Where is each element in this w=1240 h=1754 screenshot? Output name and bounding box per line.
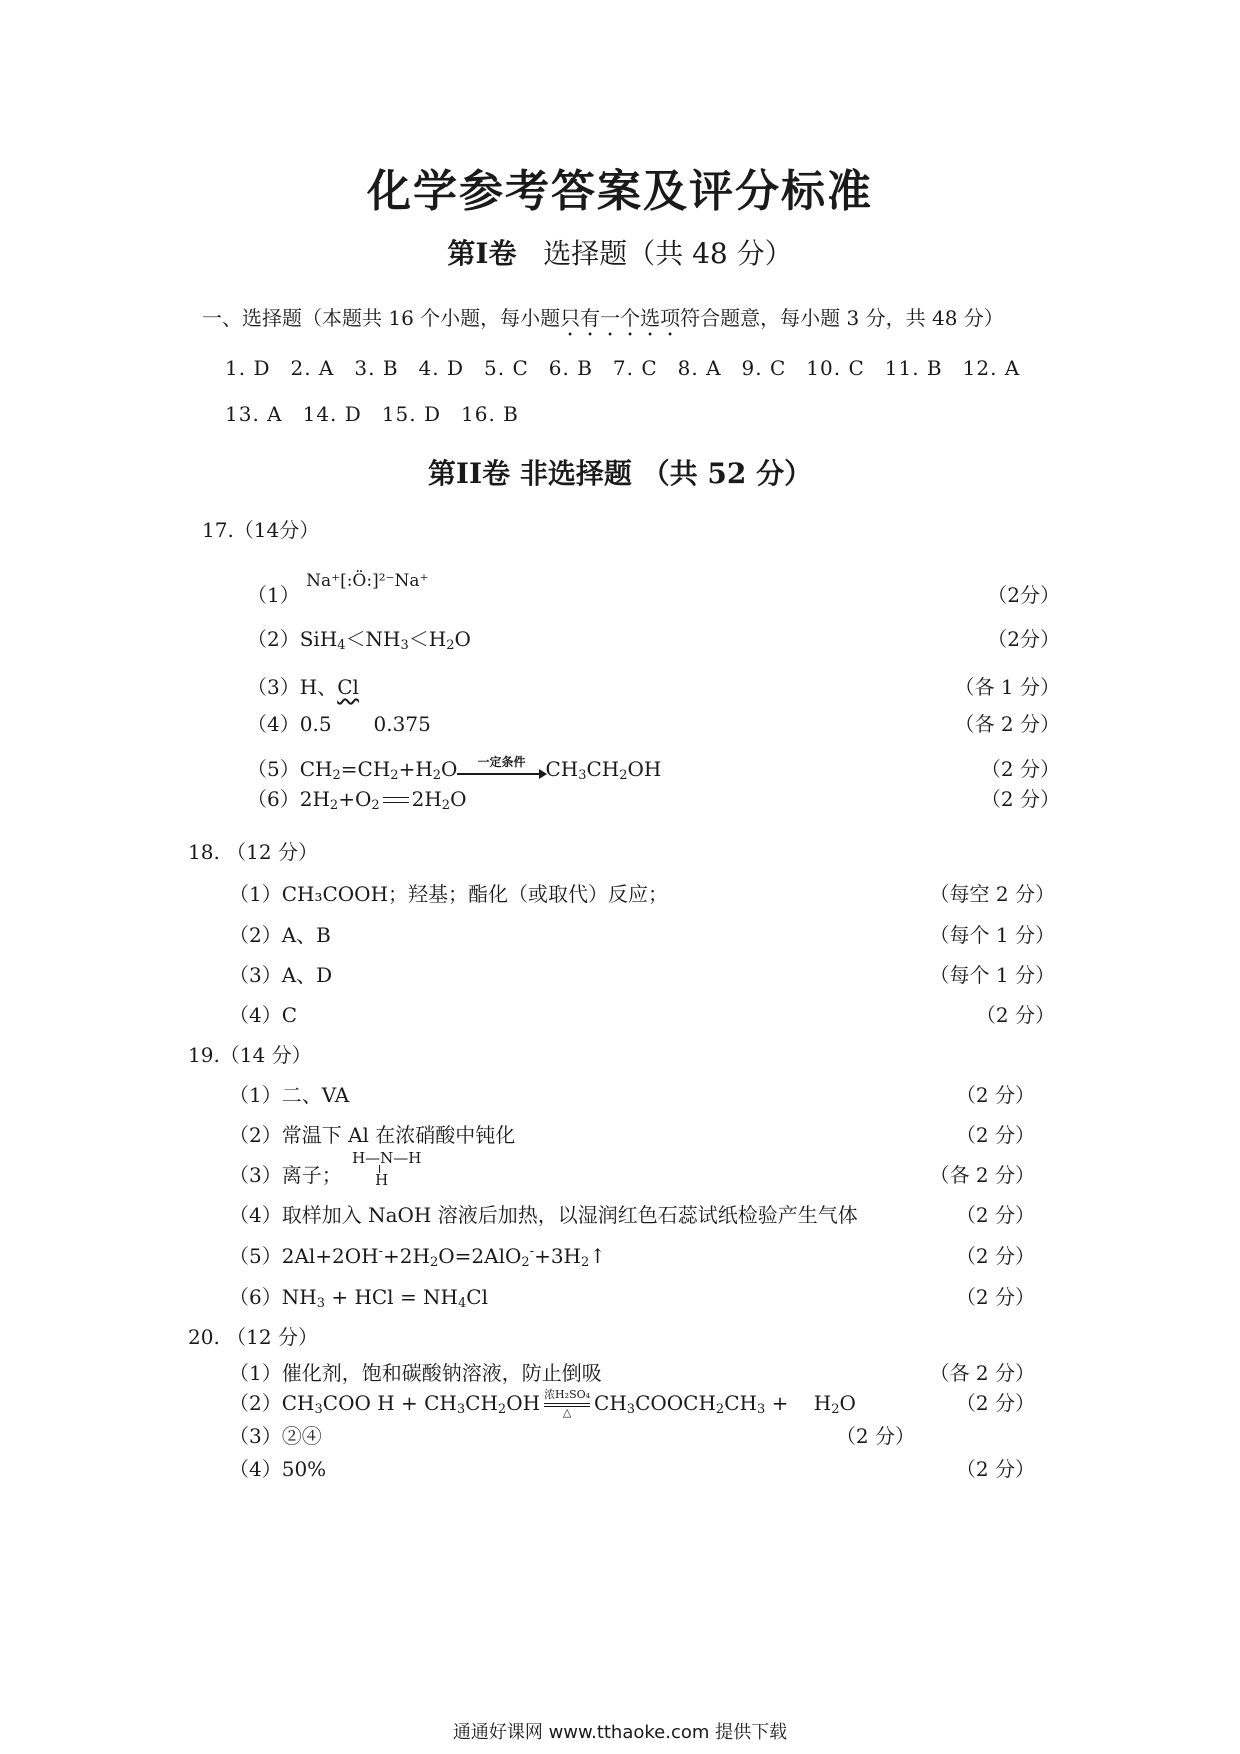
q18-3-score: （每个 1 分） — [929, 963, 1055, 987]
q17-4-number: （4） — [247, 712, 300, 736]
q17-item-5 — [247, 753, 661, 783]
nh3-structure-top: H—N—H — [352, 1149, 422, 1167]
q17-5-equation: $CH_2=CH_2+H_2O$ 一定条件 $CH_3CH_2OH$ — [299, 754, 662, 783]
q19-3-score: （各 2 分） — [929, 1163, 1035, 1187]
mc-answer: 11. B — [884, 356, 943, 380]
q19-item-3 — [229, 1149, 428, 1189]
q17-item-2 — [247, 623, 471, 653]
q20-2-number: （2） — [229, 1391, 282, 1415]
q17-6-equation: $2H_2+O_2$ $2H_2O$ — [299, 787, 467, 813]
q17-6-number: （6） — [247, 787, 300, 811]
q18-item-2: （2）A、B — [229, 923, 331, 947]
mc-answer: 3. B — [354, 356, 399, 380]
q17-2-score: （2分） — [987, 627, 1060, 651]
mc-answer: 6. B — [548, 356, 593, 380]
q20-3-score: （2 分） — [835, 1424, 915, 1448]
q19-1-score: （2 分） — [955, 1083, 1035, 1107]
section-intro — [202, 302, 1004, 341]
q17-6-score: （2 分） — [980, 787, 1060, 811]
mc-answer: 13. A — [225, 402, 283, 426]
q19-2-score: （2 分） — [955, 1123, 1035, 1147]
q17-3-score: （各 1 分） — [954, 675, 1060, 699]
q17-5-score: （2 分） — [980, 757, 1060, 781]
q17-heading: 17.（14分） — [202, 518, 320, 542]
q17-5-condition-arrow — [457, 754, 545, 781]
q19-6-number: （6） — [229, 1285, 282, 1309]
q18-4-score: （2 分） — [975, 1003, 1055, 1027]
mc-answer: 12. A — [962, 356, 1021, 380]
q20-2-catalyst: 浓H₂SO₄ — [544, 1387, 591, 1401]
q20-4-score: （2 分） — [955, 1457, 1035, 1481]
q19-heading: 19.（14 分） — [188, 1043, 312, 1067]
q17-3-answer-a: H、 — [299, 675, 338, 699]
q20-2-score: （2 分） — [955, 1391, 1035, 1415]
part1-heading — [0, 232, 1240, 272]
q19-3-answer: （3）离子； — [229, 1163, 342, 1187]
q19-5-equation: $2Al+2OH^-+2H_2O=2AlO_2^-+3H_2↑$ — [281, 1244, 607, 1270]
mc-answer: 8. A — [677, 356, 722, 380]
q18-heading: 18. （12 分） — [188, 840, 318, 864]
nh3-structure — [348, 1149, 428, 1189]
mc-answer: 4. D — [418, 356, 464, 380]
q17-1-number: （1） — [247, 583, 300, 607]
intro-part-a: 一、选择题（本题共 16 个小题，每小题 — [202, 306, 561, 330]
mc-answer: 2. A — [290, 356, 335, 380]
q19-6-score: （2 分） — [955, 1285, 1035, 1309]
mc-answer: 16. B — [461, 402, 519, 426]
q19-item-5 — [229, 1240, 606, 1270]
q20-2-equation: $CH_3COO$ $H + CH_3CH_2OH$ 浓H₂SO₄ △ $CH_3COOCH_2CH_3$ + $H_2O$ — [281, 1387, 856, 1419]
page-title: 化学参考答案及评分标准 — [367, 166, 873, 217]
q17-item-6 — [247, 783, 466, 813]
q20-2-condition — [544, 1387, 591, 1419]
q17-1-formula: Na⁺[:Ö:]²⁻Na⁺ — [306, 571, 429, 591]
q18-2-score: （每个 1 分） — [929, 923, 1055, 947]
mc-answer: 10. C — [806, 356, 865, 380]
part1-text: 选择题（共 48 分） — [543, 237, 793, 270]
mc-answers-row-2 — [225, 402, 539, 426]
q20-heading: 20. （12 分） — [188, 1325, 318, 1349]
q19-item-2: （2）常温下 Al 在浓硝酸中钝化 — [229, 1123, 516, 1147]
intro-emphasis: 只有一个选项 — [560, 306, 681, 330]
mc-answer: 7. C — [612, 356, 658, 380]
q19-4-score: （2 分） — [955, 1203, 1035, 1227]
q19-5-score: （2 分） — [955, 1244, 1035, 1268]
q18-item-4: （4）C — [229, 1003, 298, 1027]
q18-item-3: （3）A、D — [229, 963, 333, 987]
q17-4-answer-a: 0.5 — [299, 712, 332, 736]
q17-2-answer: $SiH_4<NH_3<H_2O$ — [299, 627, 471, 653]
q20-item-2 — [229, 1387, 856, 1417]
q19-item-6 — [229, 1281, 488, 1311]
q18-1-score: （每空 2 分） — [929, 882, 1055, 906]
q19-item-1: （1）二、VA — [229, 1083, 350, 1107]
q18-item-1: （1）CH₃COOH；羟基；酯化（或取代）反应； — [229, 882, 669, 906]
part1-label: 第I卷 — [447, 237, 517, 270]
q17-item-3 — [247, 671, 359, 700]
q20-1-score: （各 2 分） — [929, 1361, 1035, 1385]
part2-heading: 第II卷 非选择题 （共 52 分） — [427, 457, 813, 490]
q17-5-condition-text: 一定条件 — [477, 754, 526, 769]
nh3-structure-bottom: H — [375, 1171, 389, 1189]
q19-5-number: （5） — [229, 1244, 282, 1268]
q20-2-heat: △ — [562, 1405, 572, 1419]
q17-item-4 — [247, 708, 431, 737]
mc-answer: 15. D — [381, 402, 442, 426]
intro-part-c: 符合题意，每小题 3 分，共 48 分） — [680, 306, 1004, 330]
q17-4-answer-b: 0.375 — [373, 712, 431, 736]
q17-3-number: （3） — [247, 675, 300, 699]
q17-5-number: （5） — [247, 757, 300, 781]
q17-1-score: （2分） — [987, 583, 1060, 607]
mc-answer: 9. C — [741, 356, 787, 380]
q20-item-1: （1）催化剂，饱和碳酸钠溶液，防止倒吸 — [229, 1361, 602, 1385]
q17-item-1 — [247, 571, 429, 608]
q20-item-4: （4）50% — [229, 1457, 327, 1481]
q17-3-answer-b: Cl — [337, 675, 359, 699]
q19-6-equation: $NH_3$ + HCl = $NH_4Cl$ — [281, 1285, 488, 1311]
q17-2-number: （2） — [247, 627, 300, 651]
footer-source: 通通好课网 www.tthaoke.com 提供下载 — [452, 1722, 788, 1743]
mc-answer: 14. D — [302, 402, 362, 426]
mc-answer: 1. D — [225, 356, 271, 380]
q19-item-4: （4）取样加入 NaOH 溶液后加热，以湿润红色石蕊试纸检验产生气体 — [229, 1203, 858, 1227]
mc-answers-row-1 — [225, 356, 1040, 380]
q17-4-score: （各 2 分） — [954, 712, 1060, 736]
q20-item-3: （3）②④ — [229, 1424, 322, 1448]
mc-answer: 5. C — [484, 356, 529, 380]
